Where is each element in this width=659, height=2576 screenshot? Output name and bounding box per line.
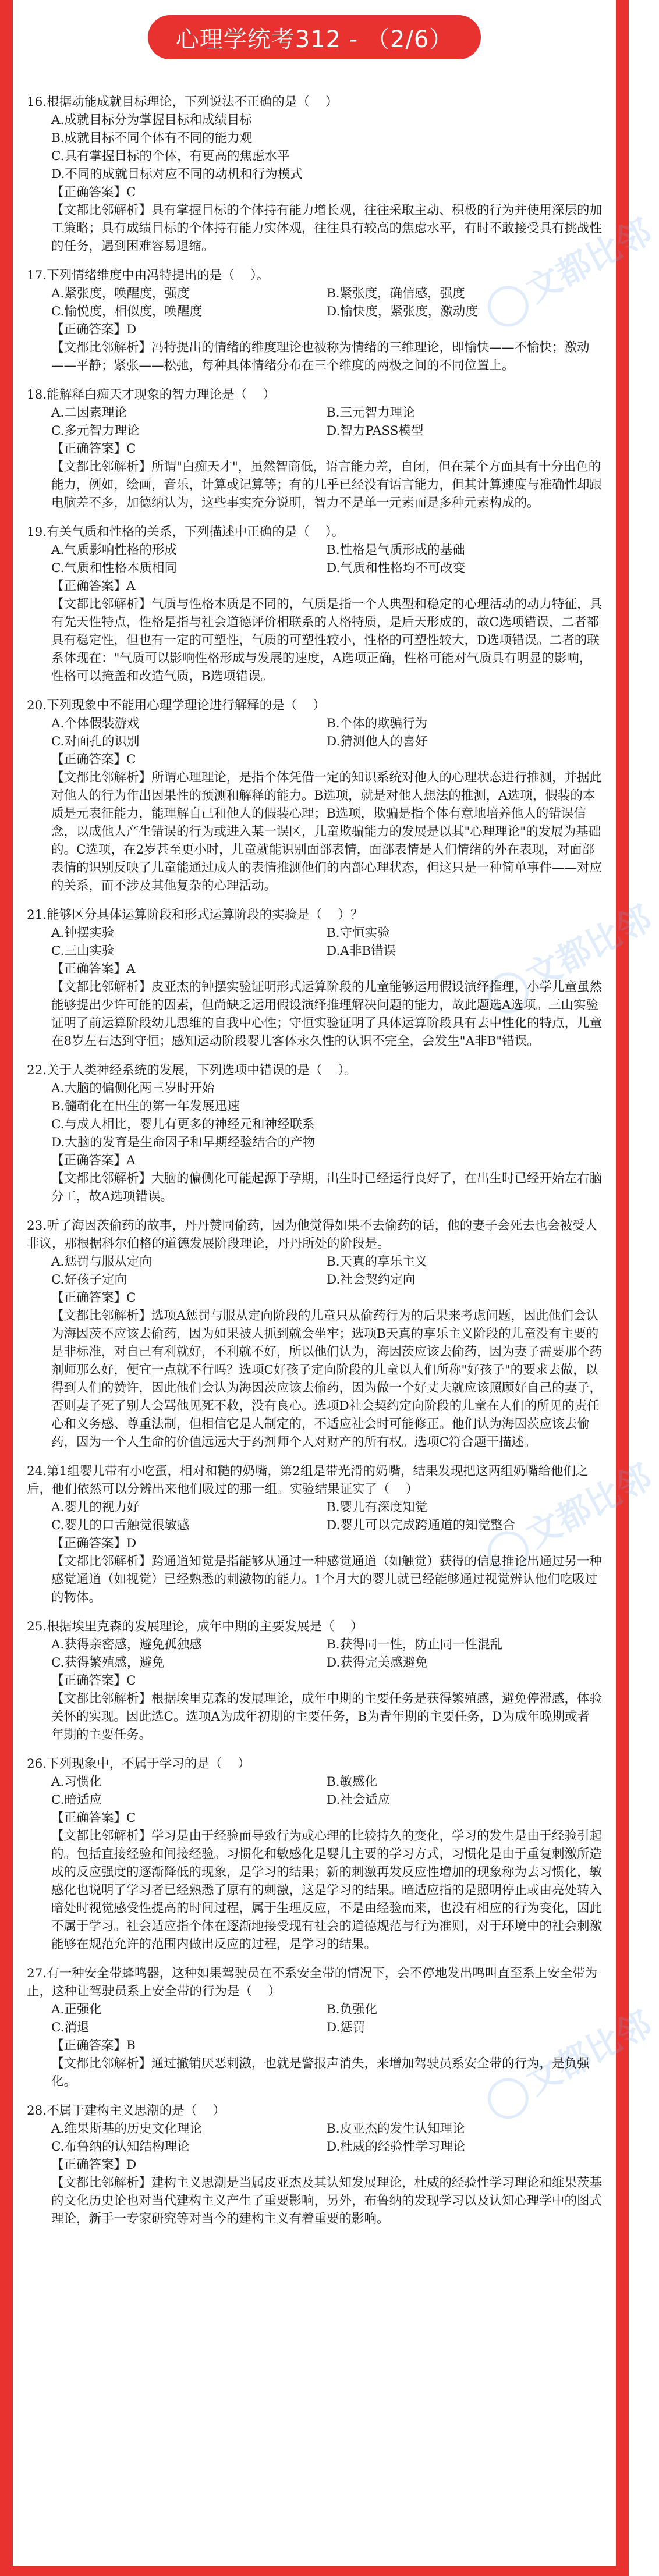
answer-explanation: 【文都比邻解析】选项A惩罚与服从定向阶段的儿童只从偷药行为的后果来考虑问题，因此他们会认为海因茨不应该去偷药，因为如果被人抓到就会坐牢；选项B天真的享乐主义阶段的儿童没有主要的是非标准，对自己有利就好，不利就不好，所以他们认为，海因茨应该去偷药，因为妻子需要那个药剂师那么好，便宜一点就不行吗？选项C好孩子定向阶段的儿童以人们所称"好孩子"的要求去做，以得到人们的赞许，因此他们会认为海因茨应该去偷药，因为做一个好丈夫就应该照顾好自己的妻子，否则妻子死了别人会骂他见死不救，没有良心。选项D社会契约定向阶段的儿童在人们的所见的责任心和义务感、尊重法制，但相信它是人制定的，不适应社会时可能修正。他们认为海因茨应该去偷药，因为一个人生命的价值远远大于药剂师个人对财产的所有权。选项C符合题干描述。 — [51, 1309, 603, 1449]
option-item: D.社会适应 — [327, 1793, 391, 1807]
question-stem: 21.能够区分具体运算阶段和形式运算阶段的实验是（ ）？ — [27, 908, 363, 922]
answer-explanation: 【文都比邻解析】根据埃里克森的发展理论，成年中期的主要任务是获得繁殖感，避免停滞感，体验关怀的实现。因此选C。选项A为成年初期的主要任务，B为青年期的主要任务，D为成年晚期或者年期的主要任务。 — [51, 1692, 603, 1742]
question-stem: 25.根据埃里克森的发展理论，成年中期的主要发展是（ ） — [27, 1619, 363, 1634]
option-grid — [27, 2120, 602, 2156]
correct-answer: 【正确答案】D — [51, 1536, 137, 1551]
option-item: A.气质影响性格的形成 — [51, 543, 177, 557]
answer-explanation: 【文都比邻解析】冯特提出的情绪的维度理论也被称为情绪的三维理论，即愉快——不愉快；激动——平静；紧张——松弛，每种具体情绪分布在三个维度的两极之间的不同位置上。 — [51, 340, 590, 373]
correct-answer: 【正确答案】C — [51, 185, 136, 200]
option-item: B.负强化 — [327, 2002, 378, 2017]
option-item: B.紧张度，确信感，强度 — [327, 286, 465, 301]
question-block — [27, 523, 602, 685]
option-item: C.布鲁纳的认知结构理论 — [51, 2140, 190, 2154]
question-stem: 23.听了海因茨偷药的故事，丹丹赞同偷药，因为他觉得如果不去偷药的话，他的妻子会死去也会被受人非议，那根据科尔伯格的道德发展阶段理论，丹丹所处的阶段是。 — [27, 1218, 598, 1251]
answer-explanation: 【文都比邻解析】具有掌握目标的个体持有能力增长观，往往采取主动、积极的行为并使用深层的加工策略；具有成绩目标的个体持有能力实体观，往往具有较高的焦虑水平，有时不敢接受具有挑战性的任务，遇到困难容易退缩。 — [51, 203, 603, 254]
option-item: B.性格是气质形成的基础 — [327, 543, 465, 557]
option-item: B.获得同一性，防止同一性混乱 — [327, 1637, 503, 1652]
option-grid — [27, 404, 602, 440]
correct-answer: 【正确答案】A — [51, 962, 136, 976]
option-item: B.皮亚杰的发生认知理论 — [327, 2122, 465, 2136]
option-item: A.钟摆实验 — [51, 926, 115, 940]
option-item: D.杜威的经验性学习理论 — [327, 2140, 466, 2154]
option-item: C.消退 — [51, 2020, 90, 2035]
option-item: B.三元智力理论 — [327, 406, 415, 420]
question-block — [27, 2102, 602, 2228]
answer-explanation: 【文都比邻解析】大脑的偏侧化可能起源于孕期，出生时已经运行良好了，在出生时已经开始左右脑分工，故A选项错误。 — [51, 1171, 603, 1204]
question-block — [27, 1217, 602, 1451]
option-item: D.惩罚 — [327, 2020, 366, 2035]
answer-explanation: 【文都比邻解析】皮亚杰的钟摆实验证明形式运算阶段的儿童能够运用假设演绎推理，小学儿童虽然能够提出少许可能的因素，但尚缺乏运用假设演绎推理解决问题的能力，故此题选A选项。三山实验证明了前运算阶段幼儿思维的自我中心性；守恒实验证明了具体运算阶段具有去中性化的特点，儿童在8岁左右达到守恒；感知运动阶段婴儿客体永久性的认识不完全，会发生"A非B"错误。 — [51, 980, 603, 1049]
right-frame-border — [616, 0, 629, 2576]
option-item: A.紧张度，唤醒度，强度 — [51, 286, 190, 301]
option-item: A.获得亲密感，避免孤独感 — [51, 1637, 202, 1652]
option-item: D.智力PASS模型 — [327, 424, 424, 438]
correct-answer: 【正确答案】A — [51, 579, 136, 594]
correct-answer: 【正确答案】C — [51, 752, 136, 767]
question-block — [27, 906, 602, 1050]
option-item: C.具有掌握目标的个体，有更高的焦虑水平 — [51, 149, 290, 164]
question-stem: 28.不属于建构主义思潮的是（ ） — [27, 2104, 226, 2118]
option-item: C.婴儿的口舌触觉很敏感 — [51, 1518, 190, 1533]
option-item: D.不同的成就目标对应不同的动机和行为模式 — [51, 167, 303, 182]
question-stem: 16.根据动能成就目标理论，下列说法不正确的是（ ） — [27, 95, 338, 109]
answer-explanation: 【文都比邻解析】气质与性格本质是不同的，气质是指一个人典型和稳定的心理活动的动力特征，具有先天性特点，性格是指与社会道德评价相联系的人格特质，是后天形成的，故C选项错误，二者都具有稳定性，但也有一定的可塑性，气质的可塑性较小，性格的可塑性较大，D选项错误。二者的联系体现在："气质可以影响性格形成与发展的速度，A选项正确，性格可能对气质具有明显的影响，性格可以掩盖和改造气质，B选项错误。 — [51, 597, 603, 684]
question-block — [27, 386, 602, 512]
option-item: D.愉快度，紧张度，激动度 — [327, 304, 478, 319]
header — [0, 0, 629, 76]
correct-answer: 【正确答案】C — [51, 1673, 136, 1688]
answer-explanation: 【文都比邻解析】跨通道知觉是指能够从通过一种感觉通道（如触觉）获得的信息推论出通过另一种感觉通道（如视觉）已经熟悉的刺激物的能力。1个月大的婴儿就已经能够通过视觉辨认他们吃吸过的物体。 — [51, 1554, 603, 1605]
question-list — [27, 93, 602, 2559]
question-stem: 18.能解释白痴天才现象的智力理论是（ ） — [27, 388, 276, 402]
correct-answer: 【正确答案】A — [51, 1153, 136, 1168]
answer-explanation: 【文都比邻解析】通过撤销厌恶刺激，也就是警报声消失，来增加驾驶员系安全带的行为，是负强化。 — [51, 2056, 590, 2089]
option-item: C.三山实验 — [51, 944, 115, 958]
option-item: B.天真的享乐主义 — [327, 1255, 428, 1269]
question-block — [27, 697, 602, 895]
option-item: B.婴儿有深度知觉 — [327, 1500, 428, 1515]
option-item: B.守恒实验 — [327, 926, 390, 940]
option-item: A.习惯化 — [51, 1775, 102, 1789]
option-item: D.婴儿可以完成跨通道的知觉整合 — [327, 1518, 516, 1533]
question-block — [27, 1462, 602, 1607]
option-grid — [27, 924, 602, 960]
left-frame-border — [0, 0, 13, 2576]
option-item: B.敏感化 — [327, 1775, 378, 1789]
correct-answer: 【正确答案】D — [51, 2158, 137, 2172]
option-grid — [27, 541, 602, 577]
watermark-text: 文都比邻 — [519, 1456, 658, 1555]
option-item: A.个体假装游戏 — [51, 716, 140, 731]
option-item: D.A非B错误 — [327, 944, 396, 958]
watermark-text: 文都比邻 — [519, 2003, 658, 2102]
option-grid — [27, 285, 602, 321]
option-grid — [27, 1498, 602, 1534]
option-item: C.好孩子定向 — [51, 1273, 127, 1287]
question-stem: 20.下列现象中不能用心理学理论进行解释的是（ ） — [27, 698, 326, 713]
option-item: D.气质和性格均不可改变 — [327, 561, 466, 575]
question-stem: 22.关于人类神经系统的发展，下列选项中错误的是（ ）。 — [27, 1063, 357, 1078]
option-item: A.正强化 — [51, 2002, 102, 2017]
option-item: D.社会契约定向 — [327, 1273, 416, 1287]
question-stem: 27.有一种安全带蜂鸣器，这种如果驾驶员在不系安全带的情况下，会不停地发出鸣叫直至系上安全带为止，这种让驾驶员系上安全带的行为是（ ） — [27, 1966, 598, 1999]
answer-explanation: 【文都比邻解析】所谓"白痴天才"，虽然智商低，语言能力差，自闭，但在某个方面具有十分出色的能力，例如，绘画，音乐，计算或记算等；有的几乎已经没有语言能力，但其计算速度与准确性却跟电脑差不多，加德纳认为，这些事实充分说明，智力不是单一元素而是多种元素构成的。 — [51, 460, 603, 510]
question-block — [27, 93, 602, 255]
option-item: A.维果斯基的历史文化理论 — [51, 2122, 202, 2136]
option-grid — [27, 2001, 602, 2037]
correct-answer: 【正确答案】C — [51, 442, 136, 456]
option-grid — [27, 1253, 602, 1289]
bottom-frame-border — [0, 2566, 629, 2576]
answer-explanation: 【文都比邻解析】建构主义思潮是当属皮亚杰及其认知发展理论，杜威的经验性学习理论和维果茨基的文化历史论也对当代建构主义产生了重要影响，另外，布鲁纳的发现学习以及认知心理学中的图式理论，新手一专家研究等对当今的建构主义有着重要的影响。 — [51, 2176, 603, 2226]
question-stem: 17.下列情绪维度中由冯特提出的是（ ）。 — [27, 268, 270, 283]
option-item: A.二因素理论 — [51, 406, 127, 420]
option-item: C.对面孔的识别 — [51, 734, 140, 749]
question-stem: 24.第1组婴儿带有小吃蛋，相对和糙的奶嘴，第2组是带光滑的奶嘴，结果发现把这两组奶嘴给他们之后，他们依然可以分辨出来他们吸过的那一组。实验结果证实了（ ） — [27, 1464, 589, 1497]
option-item: C.暗适应 — [51, 1793, 102, 1807]
option-item: C.与成人相比，婴儿有更多的神经元和神经联系 — [51, 1117, 315, 1132]
correct-answer: 【正确答案】C — [51, 1291, 136, 1305]
question-block — [27, 1755, 602, 1953]
question-stem: 19.有关气质和性格的关系，下列描述中正确的是（ ）。 — [27, 525, 345, 539]
option-item: A.婴儿的视力好 — [51, 1500, 140, 1515]
watermark-text: 文都比邻 — [519, 211, 658, 310]
question-block — [27, 1061, 602, 1206]
option-item: C.获得繁殖感，避免 — [51, 1655, 165, 1670]
option-item: C.愉悦度，相似度，唤醒度 — [51, 304, 203, 319]
correct-answer: 【正确答案】D — [51, 322, 137, 337]
question-block — [27, 1964, 602, 2091]
option-item: D.猜测他人的喜好 — [327, 734, 428, 749]
question-block — [27, 1618, 602, 1744]
option-grid — [27, 715, 602, 751]
option-item: B.髓鞘化在出生的第一年发展迅速 — [51, 1099, 240, 1114]
option-item: A.大脑的偏侧化两三岁时开始 — [51, 1081, 215, 1096]
question-stem: 26.下列现象中，不属于学习的是（ ） — [27, 1757, 251, 1771]
option-item: D.获得完美感避免 — [327, 1655, 428, 1670]
option-grid — [27, 1773, 602, 1809]
page-title: 心理学统考312 - （2/6） — [148, 15, 481, 59]
answer-explanation: 【文都比邻解析】学习是由于经验而导致行为或心理的比较持久的变化，学习的发生是由于经验引起的。包括直接经验和间接经验。习惯化和敏感化是婴儿主要的学习方式，习惯化是由于重复刺激所造成的反应强度的逐渐降低的现象，是学习的结果；新的刺激再发反应性增加的现象称为去习惯化，敏感化也说明了学习者已经熟悉了原有的刺激，这是学习的结果。暗适应指的是照明停止或由亮处转入暗处时视觉感受性提高的时间过程，属于生理反应，不是由经验而来，也没有相应的行为变化，因此不属于学习。社会适应指个体在逐渐地接受现有社会的道德规范与行为准则，对于环境中的社会刺激能够在规范允许的范围内做出反应的过程，是学习的结果。 — [51, 1829, 603, 1952]
answer-explanation: 【文都比邻解析】所谓心理理论，是指个体凭借一定的知识系统对他人的心理状态进行推测，并据此对他人的行为作出因果性的预测和解释的能力。B选项，就是对他人想法的推测，A选项，假装的本质是元表征能力，能理解自己和他人的假装心理；B选项，欺骗是指个体有意地培养他人的错误信念，以成他人产生错误的行为或进入某一误区，儿童欺骗能力的发展是以其"心理理论"的发展为基础的。C选项，在2岁甚至更小时，儿童就能识别面部表情，面部表情是人们情绪的外在表现，对面部表情的识别反映了儿童能通过成人的表情推测他们的内部心理状态，但这只是一种简单事件——对应的关系，而不涉及其他复杂的心理活动。 — [51, 770, 603, 893]
correct-answer: 【正确答案】B — [51, 2038, 136, 2053]
question-block — [27, 267, 602, 375]
option-item: C.气质和性格本质相同 — [51, 561, 178, 575]
option-item: B.成就目标不同个体有不同的能力观 — [51, 131, 253, 145]
option-item: A.成就目标分为掌握目标和成绩目标 — [51, 113, 252, 127]
option-item: D.大脑的发育是生命因子和早期经验结合的产物 — [51, 1135, 316, 1150]
option-item: C.多元智力理论 — [51, 424, 140, 438]
option-item: A.惩罚与服从定向 — [51, 1255, 152, 1269]
watermark-text: 文都比邻 — [519, 898, 658, 997]
option-grid — [27, 1636, 602, 1672]
correct-answer: 【正确答案】C — [51, 1811, 136, 1825]
option-item: B.个体的欺骗行为 — [327, 716, 428, 731]
